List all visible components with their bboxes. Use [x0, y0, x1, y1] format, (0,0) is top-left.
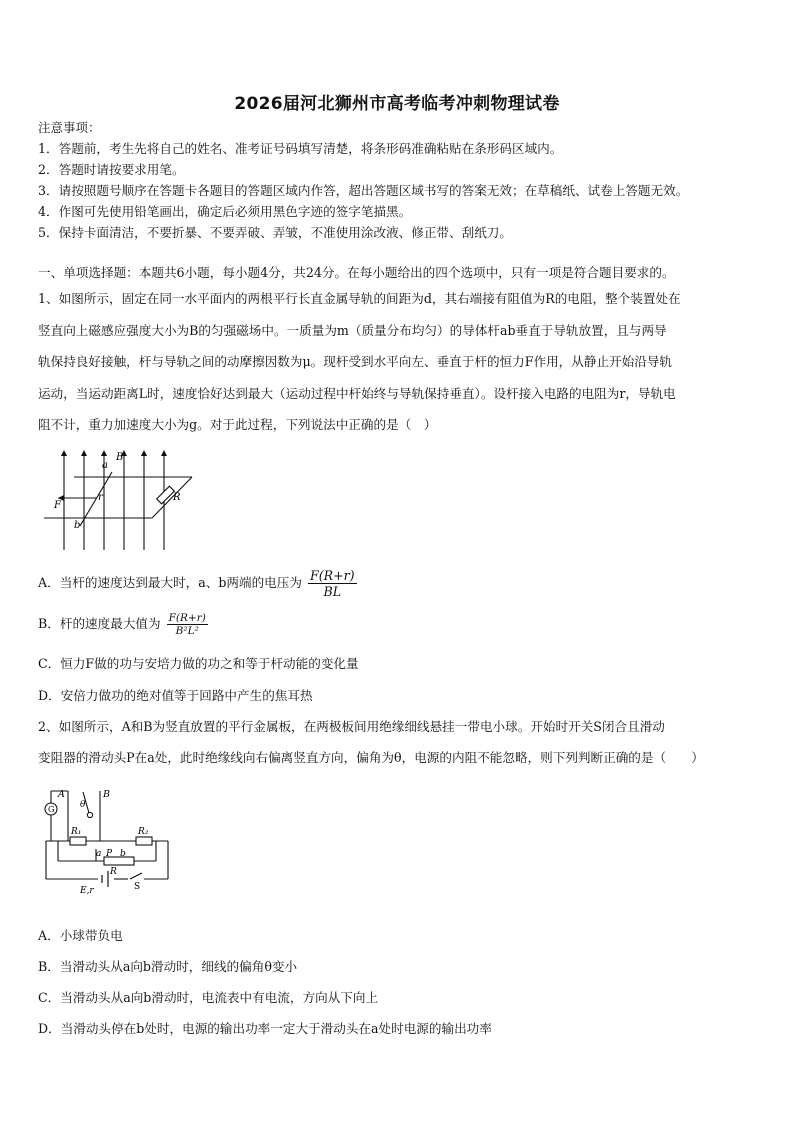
- question-1-option-d[interactable]: D．安倍力做功的绝对值等于回路中产生的焦耳热: [38, 688, 313, 703]
- question-1-figure: [40, 448, 200, 553]
- galvanometer-icon: G: [48, 805, 55, 814]
- note-item: 3．请按照题号顺序在答题卡各题目的答题区域内作答，超出答题区域书写的答案无效；在草稿纸、试卷上答题无效。: [38, 183, 689, 198]
- question-2-text: 变阻器的滑动头P在a处，此时绝缘线向右偏离竖直方向，偏角为θ，电源的内阻不能忽略，则下列判断正确的是（ ）: [38, 750, 704, 765]
- option-b-text: B．杆的速度最大值为: [38, 616, 161, 631]
- question-2-figure: [38, 783, 178, 895]
- figure-label-b-field: B: [116, 452, 124, 463]
- figure-label-r: R: [110, 867, 117, 877]
- question-2-text: 2、如图所示，A和B为竖直放置的平行金属板，在两极板间用绝缘细线悬挂一带电小球。开始时开关S闭合且滑动: [38, 719, 665, 734]
- note-item: 2．答题时请按要求用笔。: [38, 162, 185, 177]
- fraction-denominator: B²L²: [175, 625, 199, 637]
- question-1-text: 运动，当运动距离L时，速度恰好达到最大（运动过程中杆始终与导轨保持垂直）。设杆接入电路的电阻为r，导轨电: [38, 386, 676, 401]
- fraction-numerator: F(R+r): [168, 612, 206, 624]
- question-2-option-d[interactable]: D．当滑动头停在b处时，电源的输出功率一定大于滑动头在a处时电源的输出功率: [38, 1021, 492, 1036]
- question-1-option-c[interactable]: C．恒力F做的功与安培力做的功之和等于杆动能的变化量: [38, 656, 359, 671]
- fraction-denominator: BL: [323, 584, 342, 599]
- question-1-text: 轨保持良好接触，杆与导轨之间的动摩擦因数为μ。现杆受到水平向左、垂直于杆的恒力F作用，从静止开始沿导轨: [38, 354, 673, 369]
- note-item: 5．保持卡面清洁，不要折暴、不要弄破、弄皱，不准使用涂改液、修正带、刮纸刀。: [38, 225, 512, 240]
- figure-label-plate-a: A: [58, 789, 65, 800]
- option-a-text: A．当杆的速度达到最大时，a、b两端的电压为: [38, 575, 302, 590]
- option-a-fraction: [308, 568, 357, 599]
- figure-label-a: a: [96, 849, 102, 859]
- figure-label-r: r: [98, 492, 103, 503]
- figure-label-p: P: [106, 849, 113, 859]
- question-2-option-a[interactable]: A．小球带负电: [38, 928, 123, 943]
- figure-label-resistor: R: [173, 492, 181, 503]
- figure-label-f: F: [54, 500, 61, 511]
- figure-label-b: b: [120, 849, 126, 859]
- figure-label-battery: E,r: [80, 886, 94, 895]
- question-1-text: 1、如图所示，固定在同一水平面内的两根平行长直金属导轨的间距为d，其右端接有阻值为R的电阻，整个装置处在: [38, 291, 681, 306]
- figure-label-r2: R₂: [138, 827, 149, 837]
- option-b-fraction: [167, 612, 208, 637]
- figure-label-switch: S: [134, 882, 141, 892]
- figure-label-plate-b: B: [103, 789, 110, 800]
- fraction-numerator: F(R+r): [309, 568, 355, 583]
- note-item: 1．答题前，考生先将自己的姓名、准考证号码填写清楚，将条形码准确粘贴在条形码区域内。: [38, 141, 563, 156]
- question-1-option-a[interactable]: [38, 568, 357, 599]
- notes-heading: 注意事项：: [38, 120, 101, 135]
- question-1-option-b[interactable]: [38, 612, 208, 637]
- figure-label-theta: θ: [80, 800, 86, 810]
- exam-title: 2026届河北狮州市高考临考冲刺物理试卷: [234, 94, 560, 114]
- question-1-text: 竖直向上磁感应强度大小为B的匀强磁场中。一质量为m（质量分布均匀）的导体杆ab垂直于导轨放置，且与两导: [38, 323, 667, 338]
- question-1-text: 阻不计，重力加速度大小为g。对于此过程，下列说法中正确的是（ ）: [38, 417, 437, 432]
- section-heading: 一、单项选择题：本题共6小题，每小题4分，共24分。在每小题给出的四个选项中，只有一项是符合题目要求的。: [38, 265, 675, 280]
- figure-label-a: a: [102, 460, 108, 471]
- figure-label-b: b: [74, 520, 81, 531]
- note-item: 4．作图可先使用铅笔画出，确定后必须用黑色字迹的签字笔描黑。: [38, 204, 412, 219]
- figure-label-r1: R₁: [71, 827, 82, 837]
- question-2-option-b[interactable]: B．当滑动头从a向b滑动时，细线的偏角θ变小: [38, 959, 298, 974]
- question-2-option-c[interactable]: C．当滑动头从a向b滑动时，电流表中有电流，方向从下向上: [38, 990, 379, 1005]
